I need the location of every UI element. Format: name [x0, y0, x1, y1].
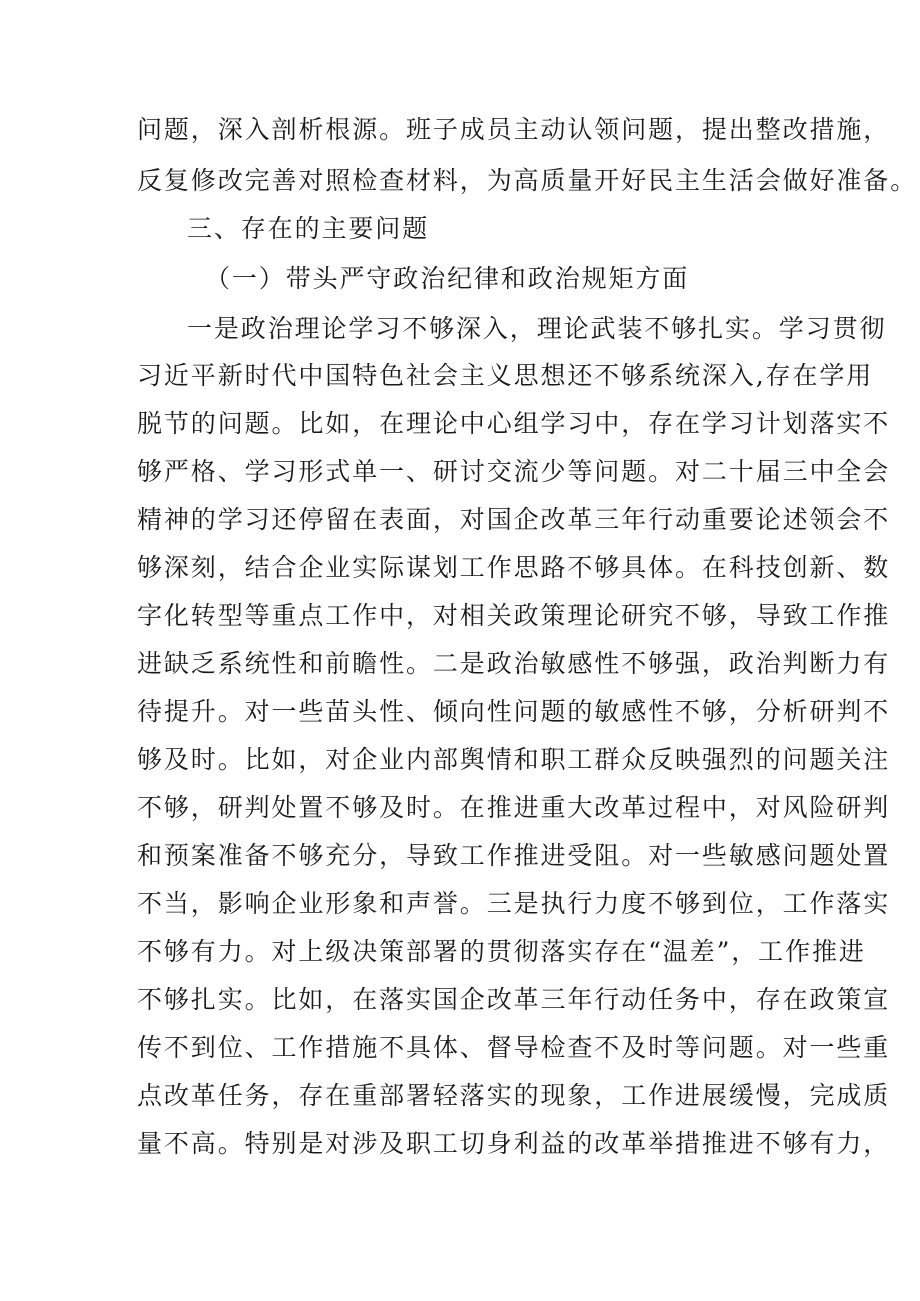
text-line: 传不到位、工作措施不具体、督导检查不及时等问题。对一些重 [137, 1033, 891, 1062]
text-line: 反复修改完善对照检查材料，为高质量开好民主生活会做好准备。 [137, 166, 918, 195]
text-line: 点改革任务，存在重部署轻落实的现象，工作进展缓慢，完成质 [137, 1081, 891, 1110]
text-line: 习近平新时代中国特色社会主义思想还不够系统深入,存在学用 [137, 361, 874, 390]
paragraph-first-line: 一是政治理论学习不够深入，理论武装不够扎实。学习贯彻 [187, 314, 887, 343]
text-line: 不够，研判处置不够及时。在推进重大改革过程中，对风险研判 [137, 793, 891, 822]
text-line: 够严格、学习形式单一、研讨交流少等问题。对二十届三中全会 [137, 457, 891, 486]
text-line: 够深刻，结合企业实际谋划工作思路不够具体。在科技创新、数 [137, 553, 891, 582]
section-heading: 三、存在的主要问题 [187, 214, 430, 243]
text-line: 够及时。比如，对企业内部舆情和职工群众反映强烈的问题关注 [137, 745, 891, 774]
text-line: 和预案准备不够充分，导致工作推进受阻。对一些敏感问题处置 [137, 841, 891, 870]
text-line: 不当，影响企业形象和声誉。三是执行力度不够到位，工作落实 [137, 889, 891, 918]
text-line: 精神的学习还停留在表面，对国企改革三年行动重要论述领会不 [137, 505, 891, 534]
text-line: 不够有力。对上级决策部署的贯彻落实存在“温差”，工作推进 [137, 937, 866, 966]
text-line: 字化转型等重点工作中，对相关政策理论研究不够，导致工作推 [137, 601, 891, 630]
text-line: 不够扎实。比如，在落实国企改革三年行动任务中，存在政策宣 [137, 985, 891, 1014]
text-line: 量不高。特别是对涉及职工切身利益的改革举措推进不够有力， [137, 1129, 891, 1158]
text-line: 问题，深入剖析根源。班子成员主动认领问题，提出整改措施， [137, 115, 891, 144]
text-line: 进缺乏系统性和前瞻性。二是政治敏感性不够强，政治判断力有 [137, 649, 891, 678]
subsection-heading: （一）带头严守政治纪律和政治规矩方面 [205, 264, 690, 293]
text-line: 待提升。对一些苗头性、倾向性问题的敏感性不够，分析研判不 [137, 697, 891, 726]
text-line: 脱节的问题。比如，在理论中心组学习中，存在学习计划落实不 [137, 409, 891, 438]
